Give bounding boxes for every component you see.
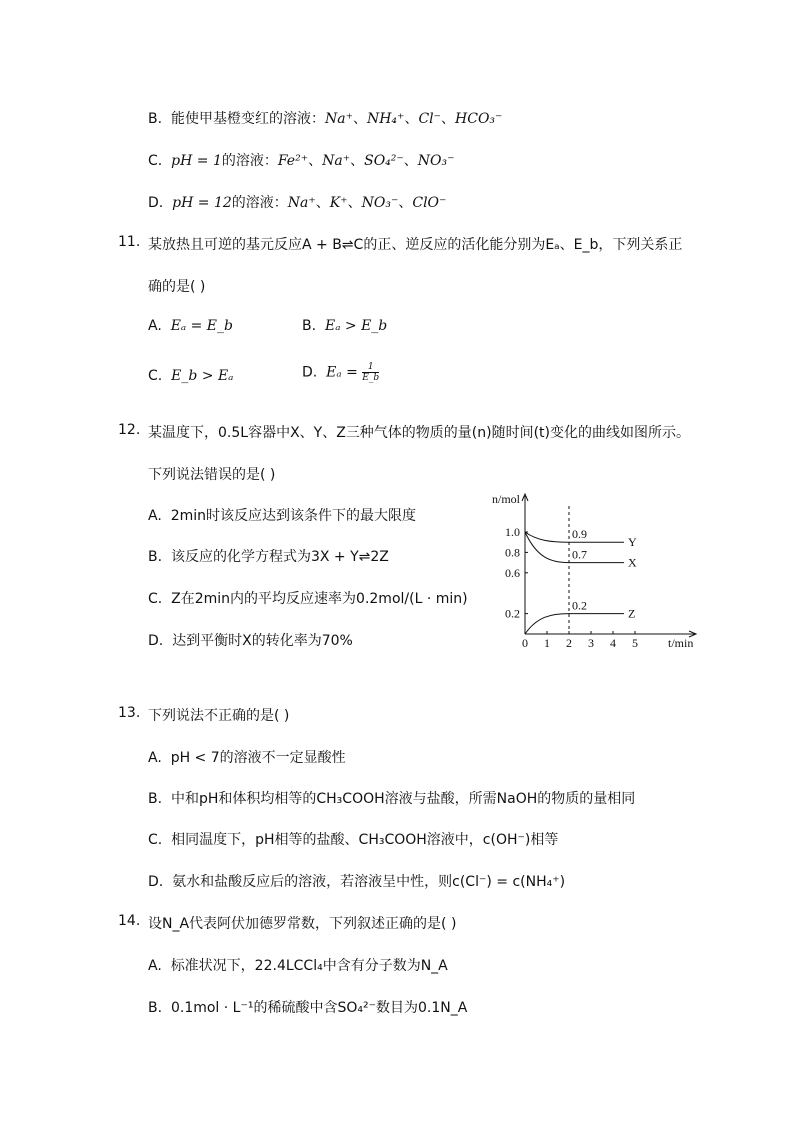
ph-value: pH = 12: [172, 195, 232, 211]
q12-stem-line1: 某温度下，0.5L容器中X、Y、Z三种气体的物质的量(n)随时间(t)变化的曲线如图所示。: [148, 425, 691, 441]
question-number: 11.: [118, 234, 141, 250]
fraction-numerator: 1: [362, 362, 379, 373]
q12-option-b-text: 该反应的化学方程式为3X + Y⇌2Z: [170, 549, 389, 565]
q11-option-d-label: D.: [302, 364, 318, 381]
q10-option-c: C. pH = 1的溶液：Fe²⁺、Na⁺、SO₄²⁻、NO₃⁻: [148, 153, 455, 169]
q11-option-a: [148, 318, 233, 334]
q11-option-c: [148, 368, 233, 384]
q11-option-c-expr: E_b > Eₐ: [171, 368, 234, 384]
q11-option-d-expr: Eₐ =: [326, 364, 358, 381]
x-tick-label: 3: [588, 636, 594, 650]
ion: NH₄⁺: [366, 111, 405, 127]
q14-option-b-text: 0.1mol · L⁻¹的稀硫酸中含SO₄²⁻数目为0.1N_A: [170, 1000, 468, 1016]
x-axis-label: t/min: [668, 636, 694, 650]
q12-stem-line2: 下列说法错误的是( ): [148, 467, 276, 483]
x-tick-label: 1: [544, 636, 550, 650]
q13-option-c-label: C.: [148, 832, 163, 848]
q10-option-c-label: C.: [148, 153, 163, 169]
q13-option-d-label: D.: [148, 874, 164, 890]
q10-option-b: B. 能使甲基橙变红的溶液：Na⁺、NH₄⁺、Cl⁻、HCO₃⁻: [148, 111, 503, 127]
x-tick-label: 4: [610, 636, 616, 650]
q12-option-d: [148, 630, 353, 650]
ion: Na⁺: [287, 195, 316, 211]
ion: Cl⁻: [418, 111, 442, 127]
q13-option-d: [148, 871, 565, 891]
q13-option-b: [148, 788, 635, 808]
question-number: 12.: [118, 422, 141, 438]
ph-value: pH = 1: [171, 153, 222, 169]
q10-option-d-text: 的溶液：: [231, 195, 288, 211]
q11-option-b: [302, 318, 387, 334]
series-name-label: X: [628, 555, 637, 570]
chart-plot: [505, 494, 696, 650]
q12-option-c: [148, 588, 468, 608]
q11-stem-line2: 确的是( ): [148, 279, 206, 295]
q13-option-a: [148, 747, 346, 767]
series-name-label: Z: [628, 606, 636, 621]
q12-option-a-text: 2min时该反应达到该条件下的最大限度: [170, 508, 416, 524]
q12-option-b: [148, 546, 389, 566]
q10-option-c-text: 的溶液：: [221, 153, 278, 169]
x-tick-label: 2: [566, 636, 572, 650]
series-name-label: Y: [628, 535, 637, 550]
x-tick-label: 0: [522, 636, 528, 650]
n-vs-t-chart: [488, 488, 703, 653]
y-tick-label: 0.8: [505, 545, 520, 560]
question-number: 14.: [118, 913, 141, 929]
q11-option-b-label: B.: [302, 318, 317, 334]
q12-option-a: [148, 505, 416, 525]
q13-option-b-text: 中和pH和体积均相等的CH₃COOH溶液与盐酸，所需NaOH的物质的量相同: [170, 791, 636, 807]
fraction: [362, 362, 379, 383]
q14-option-a-text: 标准状况下，22.4LCCl₄中含有分子数为N_A: [170, 958, 448, 974]
q11-option-d: [302, 362, 379, 383]
q13-stem: 下列说法不正确的是( ): [148, 708, 290, 724]
q12-option-d-text: 达到平衡时X的转化率为70%: [172, 633, 353, 649]
ion: Na⁺: [322, 153, 351, 169]
q10-option-d: D. pH = 12的溶液：Na⁺、K⁺、NO₃⁻、ClO⁻: [148, 195, 447, 211]
ion: NO₃⁻: [417, 153, 455, 169]
q12-option-a-label: A.: [148, 508, 162, 524]
data-label: 0.9: [572, 527, 587, 542]
q12-option-c-text: Z在2min内的平均反应速率为0.2mol/(L · min): [171, 591, 468, 607]
y-tick-label: 0.2: [505, 606, 520, 621]
y-axis-label: n/mol: [492, 492, 521, 506]
fraction-denominator: E_b: [362, 373, 380, 383]
x-tick-label: 5: [632, 636, 638, 650]
q10-option-b-label: B.: [148, 111, 163, 127]
q14-option-a: [148, 955, 448, 975]
q13-option-c: [148, 829, 558, 849]
question-number: 13.: [118, 705, 141, 721]
q11-option-a-expr: Eₐ = E_b: [170, 318, 233, 334]
ion: Na⁺: [324, 111, 353, 127]
q11-option-a-label: A.: [148, 318, 162, 334]
q14-option-b: [148, 997, 467, 1017]
q13-option-b-label: B.: [148, 791, 163, 807]
q10-option-b-text: 能使甲基橙变红的溶液：: [170, 111, 325, 127]
series-line-z: [525, 614, 624, 634]
ion: Fe²⁺: [277, 153, 309, 169]
q14-stem: 设N_A代表阿伏加德罗常数，下列叙述正确的是( ): [148, 916, 457, 932]
q11-stem-line1: 某放热且可逆的基元反应A + B⇌C的正、逆反应的活化能分别为Eₐ、E_b，下列关系正: [148, 237, 683, 253]
q14-option-a-label: A.: [148, 958, 162, 974]
data-label: 0.7: [572, 547, 587, 562]
ion: SO₄²⁻: [364, 153, 404, 169]
q12-option-b-label: B.: [148, 549, 163, 565]
q10-option-d-label: D.: [148, 195, 164, 211]
q14-option-b-label: B.: [148, 1000, 163, 1016]
q13-option-a-label: A.: [148, 750, 162, 766]
q13-option-a-text: pH < 7的溶液不一定显酸性: [170, 750, 346, 766]
q11-option-b-expr: Eₐ > E_b: [324, 318, 388, 334]
ion: ClO⁻: [412, 195, 447, 211]
y-tick-label: 1.0: [505, 525, 520, 539]
q12-option-d-label: D.: [148, 633, 164, 649]
ion: K⁺: [329, 195, 348, 211]
q11-option-c-label: C.: [148, 368, 163, 384]
ion: NO₃⁻: [361, 195, 399, 211]
ion: HCO₃⁻: [455, 111, 503, 127]
q13-option-d-text: 氨水和盐酸反应后的溶液，若溶液呈中性，则c(Cl⁻) = c(NH₄⁺): [172, 874, 566, 890]
y-tick-label: 0.6: [505, 565, 520, 580]
data-label: 0.2: [572, 598, 587, 613]
q13-option-c-text: 相同温度下，pH相等的盐酸、CH₃COOH溶液中，c(OH⁻)相等: [171, 832, 559, 848]
q12-option-c-label: C.: [148, 591, 163, 607]
